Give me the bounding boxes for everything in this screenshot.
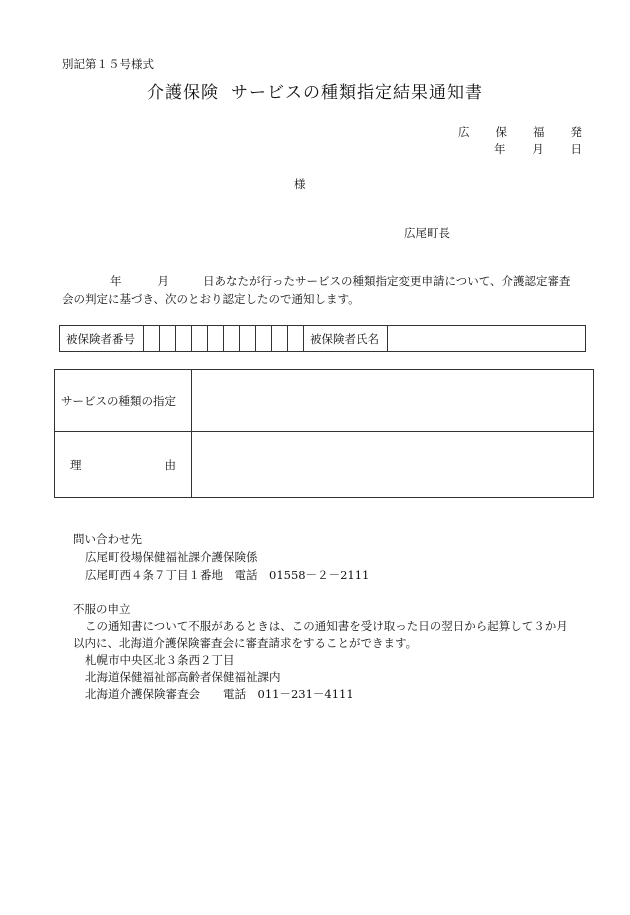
issuer-char: 福 xyxy=(533,125,545,139)
insured-number-digit[interactable] xyxy=(272,326,288,352)
insured-number-digit[interactable] xyxy=(144,326,160,352)
insured-number-digit[interactable] xyxy=(256,326,272,352)
body-text: 日あなたが行ったサービスの種類指定変更申請について、介護認定審査会の判定に基づき、次のとおり認定したので通知します。 xyxy=(62,274,571,306)
reason-field[interactable] xyxy=(192,432,594,498)
issue-date xyxy=(494,141,582,157)
reason-label-char-2: 由 xyxy=(164,457,176,472)
reason-label xyxy=(55,432,192,498)
insured-number-digit[interactable] xyxy=(208,326,224,352)
document-title xyxy=(0,78,630,103)
issuer-char: 広 xyxy=(458,125,470,139)
insured-number-digit[interactable] xyxy=(240,326,256,352)
issuer-char: 保 xyxy=(495,125,507,139)
appeal-address: 札幌市中央区北３条西２丁目 xyxy=(85,653,235,667)
insured-number-label: 被保険者番号 xyxy=(60,326,144,352)
insured-number-digit[interactable] xyxy=(160,326,176,352)
appeal-board-phone: 北海道介護保険審査会 電話 011－231－4111 xyxy=(85,687,354,701)
title-insurance: 介護保険 xyxy=(147,83,219,103)
insured-name-label: 被保険者氏名 xyxy=(304,326,388,352)
notice-body xyxy=(62,272,582,308)
insured-number-digit[interactable] xyxy=(288,326,304,352)
insured-info-table xyxy=(59,325,586,352)
body-month: 月 xyxy=(157,274,169,288)
issuer-char: 発 xyxy=(570,125,582,139)
inquiry-address-phone: 広尾町西４条７丁目１番地 電話 01558－２－2111 xyxy=(85,568,370,582)
addressee-suffix: 様 xyxy=(294,177,306,191)
insured-number-digit[interactable] xyxy=(224,326,240,352)
appeal-department: 北海道保健福祉部高齢者保健福祉課内 xyxy=(85,670,281,684)
date-day: 日 xyxy=(570,142,582,156)
service-designation-table xyxy=(54,369,594,498)
insured-number-digit[interactable] xyxy=(176,326,192,352)
inquiry-heading: 問い合わせ先 xyxy=(73,532,142,546)
appeal-text-line-2: 以内に、北海道介護保険審査会に審査請求をすることができます。 xyxy=(73,636,418,650)
date-year: 年 xyxy=(494,142,506,156)
inquiry-office: 広尾町役場保健福祉課介護保険係 xyxy=(85,550,258,564)
insured-number-digit[interactable] xyxy=(192,326,208,352)
issuer-number xyxy=(458,124,582,140)
date-month: 月 xyxy=(532,142,544,156)
designation-field[interactable] xyxy=(192,370,594,432)
appeal-heading: 不服の申立 xyxy=(73,602,131,616)
designation-label: サービスの種類の指定 xyxy=(55,370,192,432)
sender-name: 広尾町長 xyxy=(404,226,450,240)
reason-label-char-1: 理 xyxy=(70,457,82,472)
form-number: 別記第１５号様式 xyxy=(62,57,154,71)
appeal-text-line-1: この通知書について不服があるときは、この通知書を受け取った日の翌日から起算して３か月 xyxy=(85,619,568,633)
insured-name-field[interactable] xyxy=(388,326,586,352)
body-year: 年 xyxy=(110,274,122,288)
title-notice: サービスの種類指定結果通知書 xyxy=(231,83,483,103)
